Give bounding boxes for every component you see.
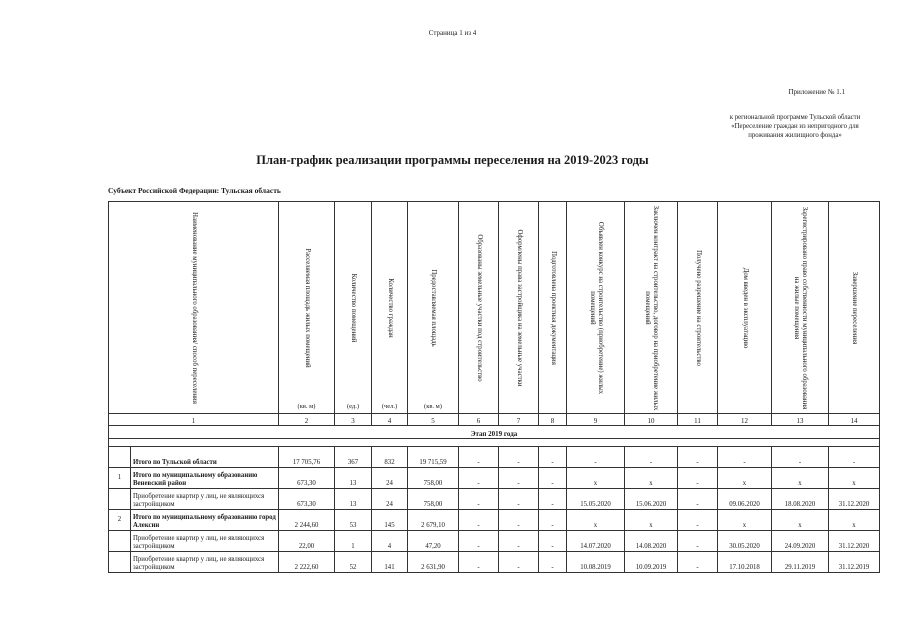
header-cell: [459, 202, 499, 414]
row-value: -: [459, 552, 499, 573]
row-value: -: [718, 447, 772, 468]
annex-line-1: к региональной программе Тульской области: [729, 114, 861, 121]
header-cell: [499, 202, 539, 414]
header-cell: [335, 202, 372, 414]
row-value: 30.05.2020: [718, 531, 772, 552]
row-name: Итого по муниципальному образованию город Алексин: [131, 510, 279, 531]
header-unit: (кв. м): [424, 403, 442, 410]
row-value: 4: [372, 531, 408, 552]
row-value: -: [459, 489, 499, 510]
header-text: Зарегистрировано право собственности муниципального образования на жилые помещения: [793, 206, 808, 409]
table-row: [109, 447, 880, 468]
row-value: x: [625, 468, 678, 489]
row-value: -: [499, 531, 539, 552]
header-text: Завершение переселения: [851, 271, 858, 344]
document-title: План-график реализации программы переселения на 2019-2023 годы: [256, 153, 649, 167]
row-value: 24: [372, 468, 408, 489]
row-value: -: [499, 489, 539, 510]
column-number: 14: [829, 414, 880, 426]
row-value: 13: [335, 489, 372, 510]
row-number: 1: [109, 468, 131, 489]
row-value: 31.12.2019: [829, 552, 880, 573]
row-value: 52: [335, 552, 372, 573]
column-number: 9: [567, 414, 625, 426]
row-value: 1: [335, 531, 372, 552]
row-value: 18.08.2020: [772, 489, 829, 510]
row-value: -: [678, 468, 718, 489]
subject-label: Субъект Российской Федерации: Тульская область: [108, 186, 281, 195]
row-value: 31.12.2020: [829, 489, 880, 510]
table-row: [109, 468, 880, 489]
row-value: 2 244,60: [279, 510, 335, 531]
row-value: 2 631,90: [408, 552, 459, 573]
row-value: -: [678, 489, 718, 510]
row-value: 14.08.2020: [625, 531, 678, 552]
row-value: 31.12.2020: [829, 531, 880, 552]
row-value: -: [678, 510, 718, 531]
row-value: 47,20: [408, 531, 459, 552]
table-row: [109, 531, 880, 552]
row-value: -: [772, 447, 829, 468]
column-number: 1: [109, 414, 279, 426]
annex-line-2: «Переселение граждан из непригодного для: [731, 123, 859, 130]
header-text: Количество граждан: [386, 277, 394, 338]
row-value: x: [718, 510, 772, 531]
header-text: Наименование муниципального образования/ способ переселения: [190, 211, 198, 404]
row-value: -: [499, 510, 539, 531]
row-value: 24.09.2020: [772, 531, 829, 552]
row-value: 19 715,59: [408, 447, 459, 468]
column-number: 12: [718, 414, 772, 426]
row-value: -: [625, 447, 678, 468]
row-value: -: [678, 447, 718, 468]
header-row: [109, 202, 880, 414]
header-unit: (чел.): [381, 403, 398, 410]
page-number: Страница 1 из 4: [428, 29, 477, 37]
row-value: 29.11.2019: [772, 552, 829, 573]
header-cell: [678, 202, 718, 414]
row-value: x: [829, 468, 880, 489]
row-value: -: [499, 468, 539, 489]
header-text: Образованы земельные участки под строительство: [475, 233, 483, 382]
row-value: 10.08.2019: [567, 552, 625, 573]
row-value: -: [499, 552, 539, 573]
header-cell: [279, 202, 335, 414]
header-text: Заключен контракт на строительство, договор на приобретение жилых помещений: [644, 205, 659, 410]
stage-label: Этап 2019 года: [109, 426, 880, 439]
column-number: 6: [459, 414, 499, 426]
row-value: x: [772, 468, 829, 489]
row-value: x: [567, 468, 625, 489]
column-number: 11: [678, 414, 718, 426]
row-value: -: [459, 510, 499, 531]
header-cell: [109, 202, 279, 414]
column-number: 7: [499, 414, 539, 426]
header-text: Объявлен конкурс на строительство (приобретение) жилых помещений: [588, 221, 604, 394]
row-value: -: [459, 531, 499, 552]
row-value: 758,00: [408, 489, 459, 510]
row-name: Приобретение квартир у лиц, не являющихся застройщиком: [131, 552, 279, 573]
column-number: 2: [279, 414, 335, 426]
header-cell: [829, 202, 880, 414]
row-name: Приобретение квартир у лиц, не являющихся застройщиком: [131, 531, 279, 552]
header-unit: (кв. м): [297, 403, 316, 410]
row-name: Приобретение квартир у лиц, не являющихся застройщиком: [131, 489, 279, 510]
row-value: 673,30: [279, 489, 335, 510]
row-value: 09.06.2020: [718, 489, 772, 510]
row-value: x: [625, 510, 678, 531]
row-value: -: [539, 447, 567, 468]
row-value: x: [718, 468, 772, 489]
column-number: 3: [335, 414, 372, 426]
row-value: x: [829, 510, 880, 531]
spacer-row: [109, 439, 880, 447]
header-unit: (ед.): [346, 403, 360, 410]
row-value: -: [539, 531, 567, 552]
stage-row: [109, 426, 880, 439]
row-value: 758,00: [408, 468, 459, 489]
row-value: 13: [335, 468, 372, 489]
row-value: 15.05.2020: [567, 489, 625, 510]
row-value: -: [539, 510, 567, 531]
column-number: 10: [625, 414, 678, 426]
row-value: -: [539, 468, 567, 489]
annex-subtitle: [700, 113, 890, 140]
row-number: [109, 552, 131, 573]
row-value: 2 222,60: [279, 552, 335, 573]
annex-title: Приложение № 1.1: [788, 88, 845, 96]
row-value: 367: [335, 447, 372, 468]
row-value: 24: [372, 489, 408, 510]
table-row: [109, 489, 880, 510]
header-cell: [539, 202, 567, 414]
row-value: x: [567, 510, 625, 531]
row-value: 141: [372, 552, 408, 573]
row-value: 2 679,10: [408, 510, 459, 531]
header-cell: [372, 202, 408, 414]
row-value: -: [539, 552, 567, 573]
row-value: -: [678, 552, 718, 573]
spacer-cell: [109, 439, 880, 447]
row-number: [109, 489, 131, 510]
row-value: -: [829, 447, 880, 468]
column-number-row: [109, 414, 880, 426]
header-cell: [625, 202, 678, 414]
table-row: [109, 510, 880, 531]
header-cell: [408, 202, 459, 414]
header-text: Дом введен в эксплуатацию: [741, 267, 749, 348]
row-value: 673,30: [279, 468, 335, 489]
row-value: -: [499, 447, 539, 468]
row-value: -: [539, 489, 567, 510]
row-value: 10.09.2019: [625, 552, 678, 573]
header-text: Количество помещений: [350, 273, 357, 342]
schedule-table: [108, 201, 880, 573]
row-name: Итого по Тульской области: [131, 447, 279, 468]
header-cell: [718, 202, 772, 414]
row-value: 15.06.2020: [625, 489, 678, 510]
column-number: 13: [772, 414, 829, 426]
header-text: Подготовлена проектная документация: [549, 250, 557, 365]
column-number: 4: [372, 414, 408, 426]
row-value: x: [772, 510, 829, 531]
header-cell: [772, 202, 829, 414]
header-text: Предоставляемая площадь: [430, 268, 437, 347]
table-row: [109, 552, 880, 573]
row-value: -: [678, 531, 718, 552]
annex-line-3: проживания жилищного фонда»: [748, 132, 842, 139]
data-rows: [109, 447, 880, 573]
row-number: [109, 447, 131, 468]
row-value: -: [567, 447, 625, 468]
row-value: 145: [372, 510, 408, 531]
header-cell: [567, 202, 625, 414]
column-number: 5: [408, 414, 459, 426]
row-name: Итого по муниципальному образованию Веневский район: [131, 468, 279, 489]
header-text: Оформлены права застройщика на земельные участки: [515, 228, 523, 387]
row-value: 14.07.2020: [567, 531, 625, 552]
row-value: -: [459, 468, 499, 489]
row-number: 2: [109, 510, 131, 531]
row-value: -: [459, 447, 499, 468]
header-text: Получено разрешение на строительство: [694, 249, 702, 366]
row-value: 17 705,76: [279, 447, 335, 468]
row-value: 832: [372, 447, 408, 468]
column-number: 8: [539, 414, 567, 426]
row-number: [109, 531, 131, 552]
row-value: 22,00: [279, 531, 335, 552]
header-text: Расселяемая площадь жилых помещений: [303, 247, 311, 368]
row-value: 53: [335, 510, 372, 531]
row-value: 17.10.2018: [718, 552, 772, 573]
